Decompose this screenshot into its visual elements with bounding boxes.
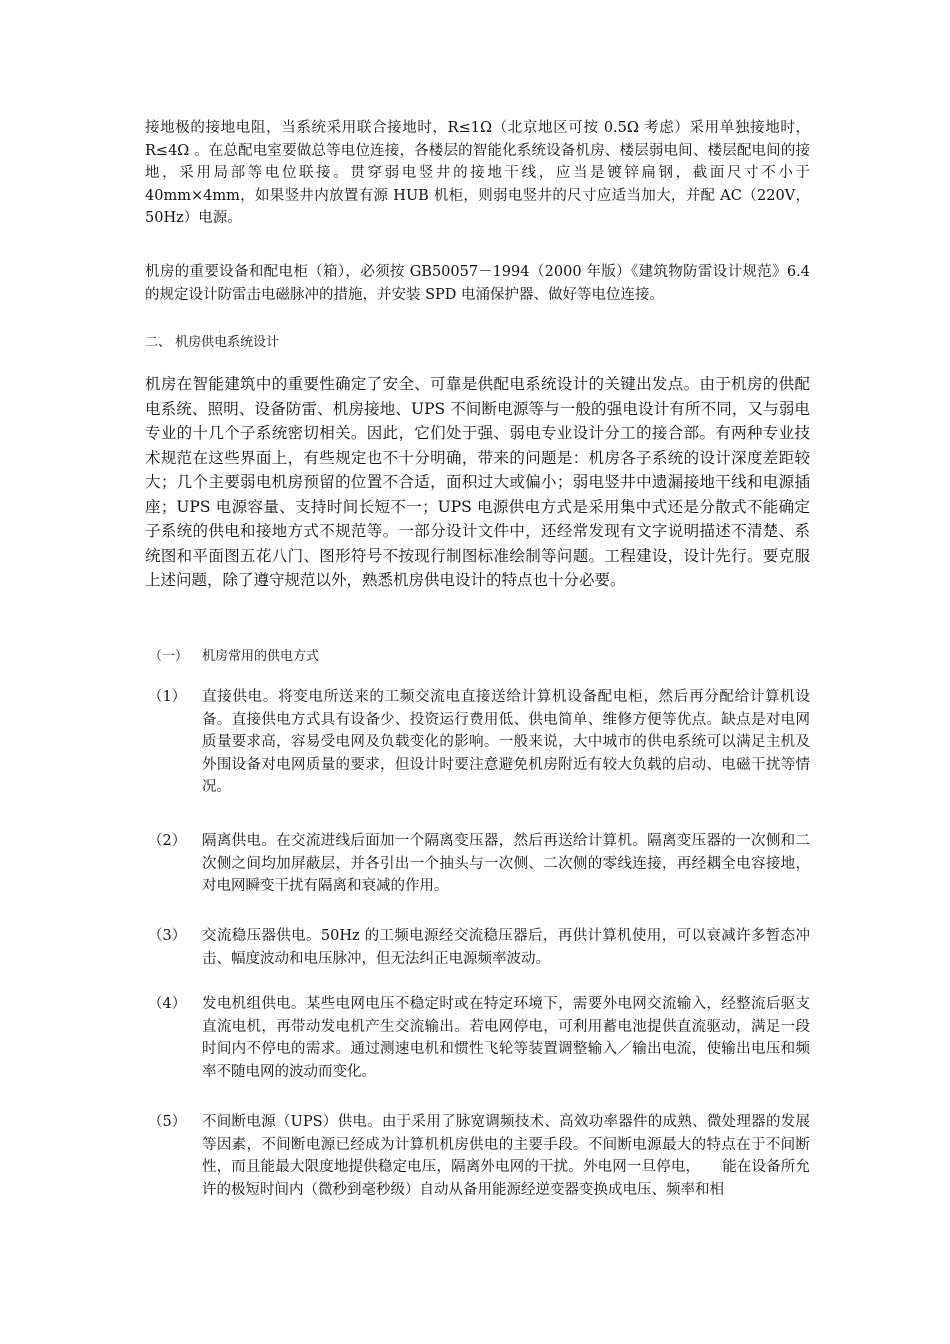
list-item-number: （5） [148, 1114, 187, 1130]
list-item-direct-supply: 直接供电。将变电所送来的工频交流电直接送给计算机设备配电柜，然后再分配给计算机设备。直接供电方式具有设备少、投资运行费用低、供电简单、维修方便等优点。缺点是对电网质量要求高，容易受电网及负载变化的影响。一般来说，大中城市的供电系统可以满足主机及外围设备对电网质量的要求，但设计时要注意避免机房附近有较大负载的启动、电磁干扰等情况。 [202, 689, 810, 795]
paragraph-lightning-protection: 机房的重要设备和配电柜（箱），必须按 GB50057－1994（2000 年版）《建筑物防雷设计规范》6.4 的规定设计防雷击电磁脉冲的措施，并安装 SPD 电涌保护器、做好等电位连接。 [145, 264, 810, 303]
list-item-generator-supply: 发电机组供电。某些电网电压不稳定时或在特定环境下，需要外电网交流输入，经整流后驱支直流电机，再带动发电机产生交流输出。若电网停电，可利用蓄电池提供直流驱动，满足一段时间内不停电的需求。通过测速电机和惯性飞轮等装置调整输入／输出电流，使输出电压和频率不随电网的波动而变化。 [202, 996, 810, 1080]
list-item-number: （2） [148, 833, 187, 849]
list-item-ac-regulator-supply: 交流稳压器供电。50Hz 的工频电源经交流稳压器后，再供计算机使用，可以衰减许多暂态冲击、幅度波动和电压脉冲，但无法纠正电源频率波动。 [202, 928, 810, 967]
list-item-number: （3） [148, 928, 187, 944]
list-item-number: （4） [148, 996, 187, 1012]
list-item-number: （1） [148, 689, 187, 705]
paragraph-grounding: 接地极的接地电阻，当系统采用联合接地时，R≤1Ω（北京地区可按 0.5Ω 考虑）采用单独接地时，R≤4Ω 。在总配电室要做总等电位连接，各楼层的智能化系统设备机房、楼层弱电间、楼层配电间的接地，采用局部等电位联接。贯穿弱电竖井的接地干线，应当是镀锌扁钢，截面尺寸不小于 40mm×4mm，如果竖井内放置有源 HUB 机柜，则弱电竖井的尺寸应适当加大，并配 AC（220V，50Hz）电源。 [145, 120, 810, 226]
subsection-number: （一） [149, 649, 189, 664]
section-heading-power-supply: 二、 机房供电系统设计 [145, 335, 280, 350]
paragraph-power-design-overview: 机房在智能建筑中的重要性确定了安全、可靠是供配电系统设计的关键出发点。由于机房的供配电系统、照明、设备防雷、机房接地、UPS 不间断电源等与一般的强电设计有所不同，又与弱电专业的十几个子系统密切相关。因此，它们处于强、弱电专业设计分工的接合部。有两种专业技术规范在这些界面上，有些规定也不十分明确，带来的问题是：机房各子系统的设计深度差距较大；几个主要弱电机房预留的位置不合适，面积过大或偏小；弱电竖井中遗漏接地干线和电源插座；UPS 电源容量、支持时间长短不一；UPS 电源供电方式是采用集中式还是分散式不能确定子系统的供电和接地方式不规范等。一部分设计文件中，还经常发现有文字说明描述不清楚、系统图和平面图五花八门、图形符号不按现行制图标准绘制等问题。工程建设，设计先行。要克服上述问题，除了遵守规范以外，熟悉机房供电设计的特点也十分必要。 [145, 375, 810, 589]
list-item-ups-supply: 不间断电源（UPS）供电。由于采用了脉宽调频技术、高效功率器件的成熟、微处理器的发展等因素，不间断电源已经成为计算机机房供电的主要手段。不间断电源最大的特点在于不间断性，而且能最大限度地提供稳定电压，隔离外电网的干扰。外电网一旦停电， 能在设备所允许的极短时间内（微秒到毫秒级）自动从备用能源经逆变器变换成电压、频率和相 [202, 1114, 810, 1198]
list-item-isolated-supply: 隔离供电。在交流进线后面加一个隔离变压器，然后再送给计算机。隔离变压器的一次侧和二次侧之间均加屏蔽层，并各引出一个抽头与一次侧、二次侧的零线连接，再经耦全电容接地，对电网瞬变干扰有隔离和衰减的作用。 [202, 833, 810, 894]
subsection-title: 机房常用的供电方式 [202, 649, 320, 664]
